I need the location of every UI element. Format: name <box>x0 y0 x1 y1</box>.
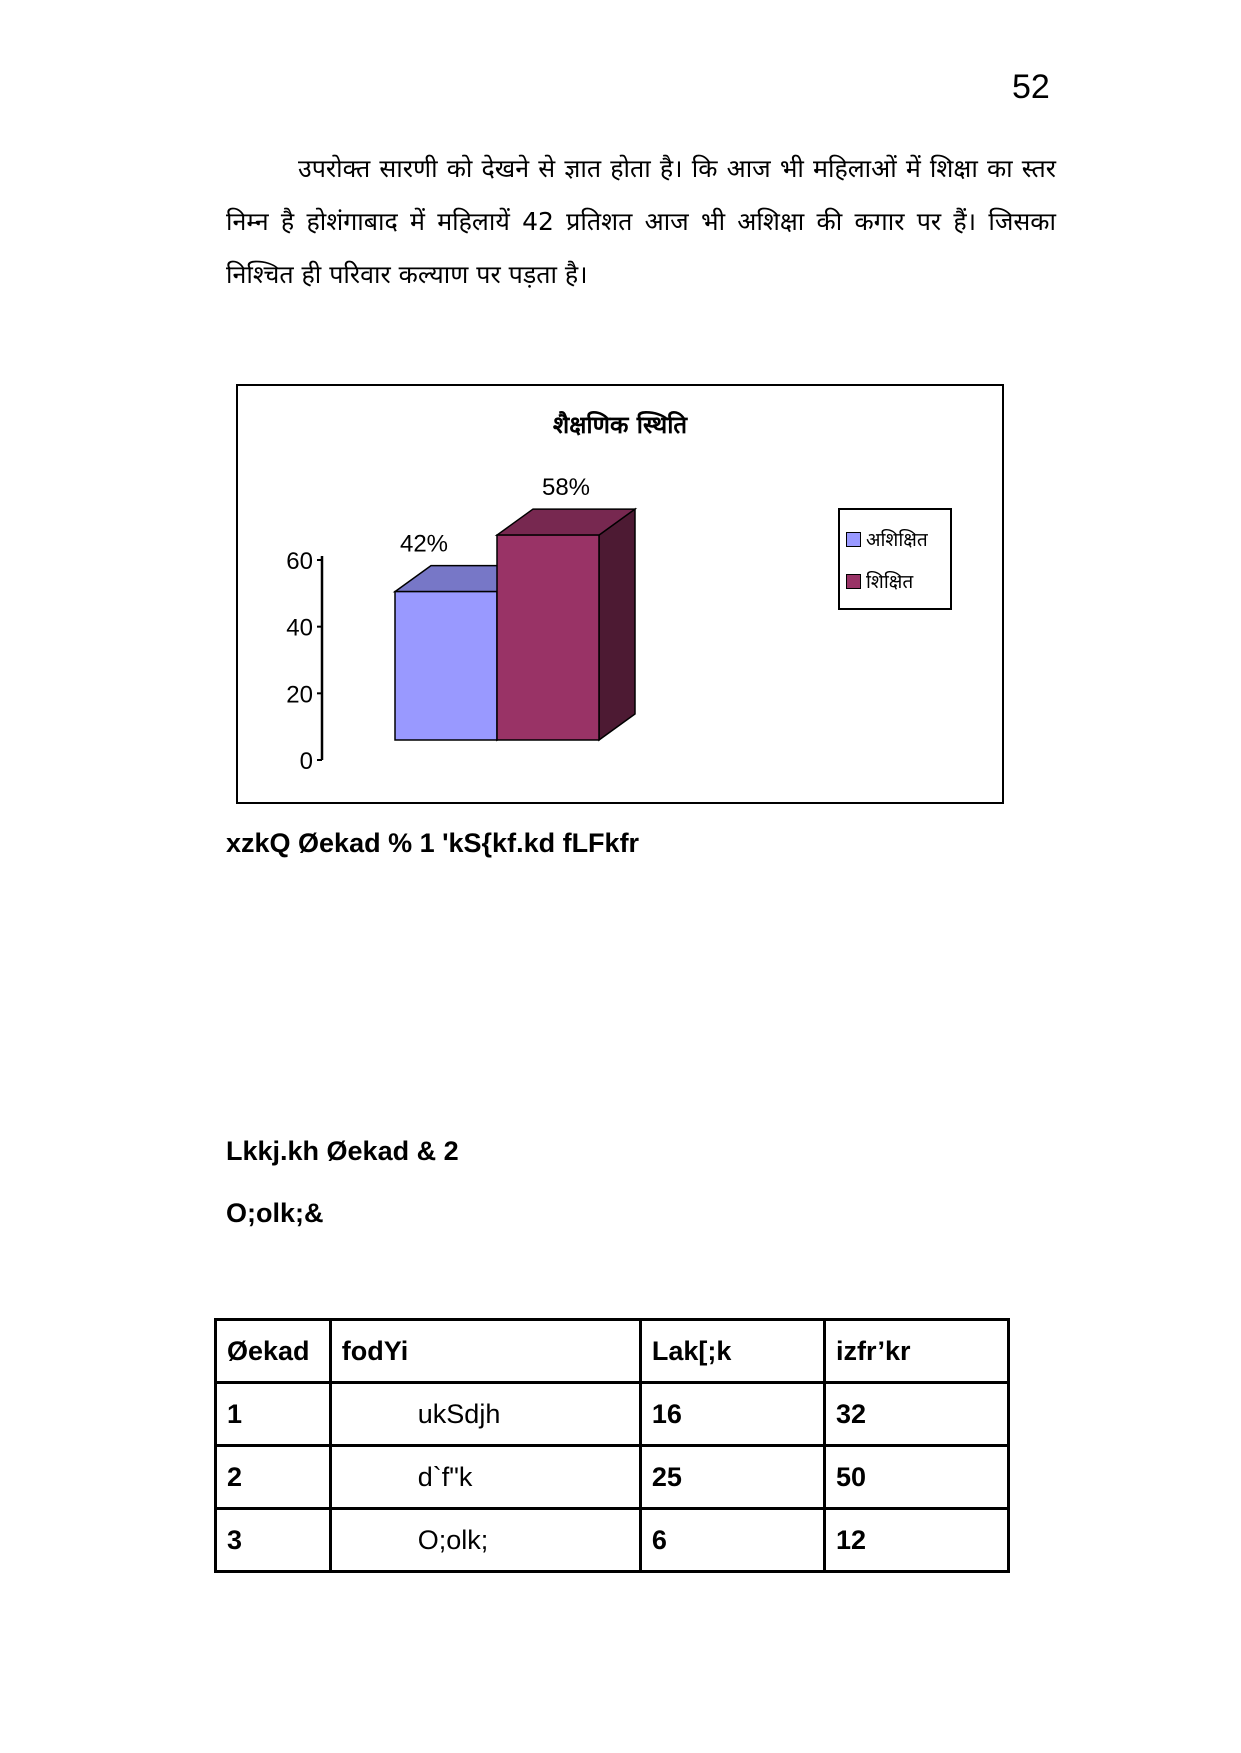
cell-count: 16 <box>640 1383 824 1446</box>
header-count: Lak[;k <box>640 1320 824 1383</box>
chart-frame <box>236 384 1004 804</box>
occupation-table <box>214 1318 1010 1573</box>
graph-caption: xzkQ Øekad % 1 'kS{kf.kd fLFkfr <box>226 828 640 858</box>
data-label: 58% <box>541 474 591 502</box>
y-tick-label: 40 <box>286 614 313 642</box>
legend-item-literate <box>846 560 944 602</box>
cell-serial: 3 <box>216 1509 331 1572</box>
cell-count: 6 <box>640 1509 824 1572</box>
y-tick-label: 20 <box>286 681 313 709</box>
cell-serial: 2 <box>216 1446 331 1509</box>
legend-swatch-illiterate <box>846 532 861 547</box>
header-option: fodYi <box>330 1320 640 1383</box>
chart-title: शैक्षणिक स्थिति <box>552 411 688 439</box>
cell-percent: 32 <box>824 1383 1008 1446</box>
chart-legend <box>838 508 952 610</box>
bar-side <box>599 509 635 740</box>
body-paragraph: उपरोक्त सारणी को देखने से ज्ञात होता है। कि आज भी महिलाओं में शिक्षा का स्तर निम्न है होशंगाबाद में महिलायें 42 प्रतिशत आज भी अशिक्षा की कगार पर हैं। जिसका निश्चित ही परिवार कल्याण पर पड़ता है। <box>226 154 1056 289</box>
page-number: 52 <box>1012 68 1050 106</box>
bar <box>395 592 497 740</box>
table-row <box>216 1446 1009 1509</box>
table-header-row <box>216 1320 1009 1383</box>
legend-label-illiterate: अशिक्षित <box>866 529 928 551</box>
cell-option: ukSdjh <box>330 1383 640 1446</box>
y-tick-label: 60 <box>286 548 313 575</box>
cell-option: O;olk; <box>330 1509 640 1572</box>
header-percent: izfr’kr <box>824 1320 1008 1383</box>
table-row <box>216 1509 1009 1572</box>
table-row <box>216 1383 1009 1446</box>
cell-percent: 50 <box>824 1446 1008 1509</box>
legend-item-illiterate <box>846 518 944 560</box>
header-serial: Øekad <box>216 1320 331 1383</box>
cell-count: 25 <box>640 1446 824 1509</box>
data-label: 42% <box>399 530 449 558</box>
cell-option: d`f"k <box>330 1446 640 1509</box>
bar <box>497 535 599 740</box>
y-tick-label: 0 <box>299 748 313 775</box>
table-title: Lkkj.kh Øekad & 2 <box>226 1136 459 1166</box>
table-subtitle: O;olk;& <box>226 1198 324 1228</box>
legend-swatch-literate <box>846 574 861 589</box>
legend-label-literate: शिक्षित <box>866 571 914 593</box>
cell-serial: 1 <box>216 1383 331 1446</box>
cell-percent: 12 <box>824 1509 1008 1572</box>
